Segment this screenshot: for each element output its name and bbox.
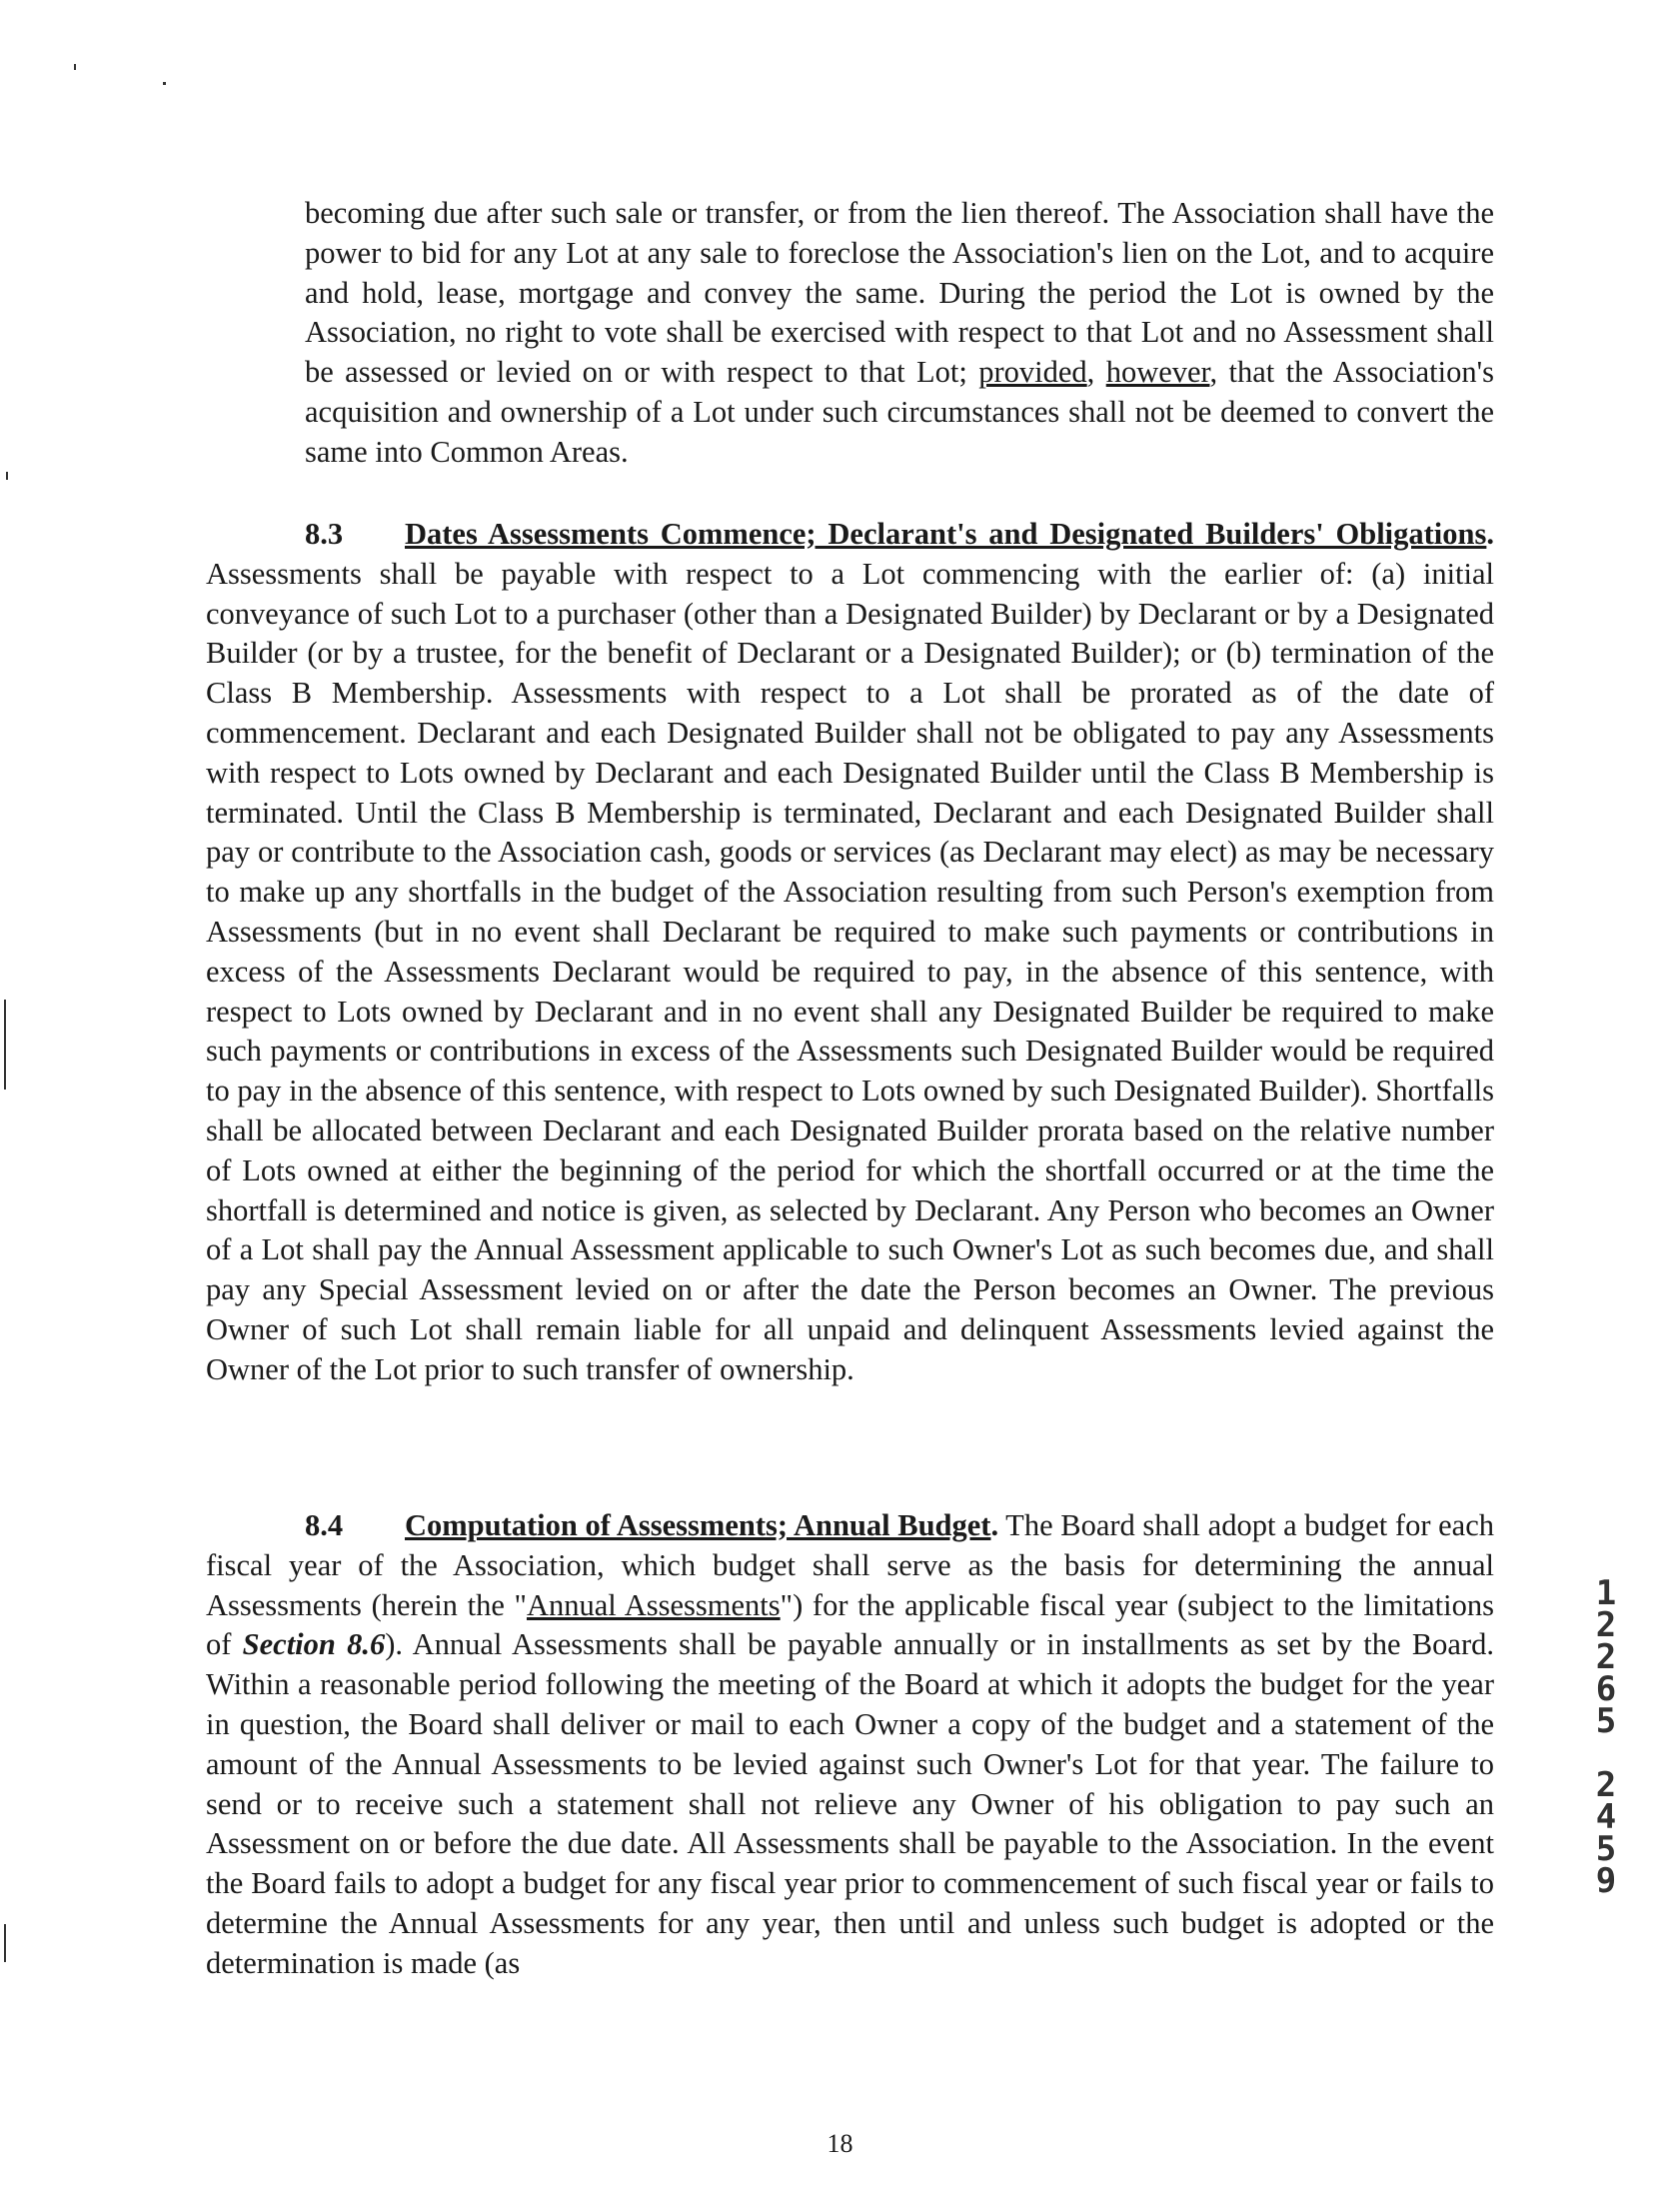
section-number: 8.4 bbox=[305, 1508, 344, 1542]
recording-stamp-part2: 2459 bbox=[1595, 1765, 1617, 1901]
heading-period: . bbox=[1486, 517, 1494, 551]
paragraph-lien-continuation bbox=[305, 194, 1494, 473]
page-number: 18 bbox=[827, 2129, 853, 2158]
section-body-c: ). Annual Assessments shall be payable annually or in installments as set by the Board. Within a reasonable period following the meeting of the Board at which it adopts the budget for the year in question, the Board shall deliver or mail to each Owner a copy of the budget and a statement of the amount of the Annual Assessments to be levied against such Owner's Lot for that year. The failure to send or to receive such a statement shall not relieve any Owner of his obligation to pay such an Assessment on or before the due date. All Assessments shall be payable to the Association. In the event the Board fails to adopt a budget for any fiscal year prior to commencement of such fiscal year or fails to determine the Annual Assessments for any year, then until and unless such budget is adopted or the determination is made (as bbox=[206, 1627, 1494, 1980]
section-heading: Dates Assessments Commence; Declarant's and Designated Builders' Obligations bbox=[405, 517, 1487, 551]
section-number: 8.3 bbox=[305, 517, 344, 551]
section-body: Assessments shall be payable with respect to a Lot commencing with the earlier of: (a) initial conveyance of such Lot to a purchaser (other than a Designated Builder) by Declarant or by a Designated Builder (or by a trustee, for the benefit of Declarant or a Designated Builder); or (b) termination of the Class B Membership. Assessments with respect to a Lot shall be prorated as of the date of commencement. Declarant and each Designated Builder shall not be obligated to pay any Assessments with respect to Lots owned by Declarant and each Designated Builder until the Class B Membership is terminated. Until the Class B Membership is terminated, Declarant and each Designated Builder shall pay or contribute to the Association cash, goods or services (as Declarant may elect) as may be necessary to make up any shortfalls in the budget of the Association resulting from such Person's exemption from Assessments (but in no event shall Declarant be required to make such payments or contributions in excess of the Assessments Declarant would be required to pay, in the absence of this sentence, with respect to Lots owned by Declarant and in no event shall any Designated Builder be required to make such payments or contributions in excess of the Assessments such Designated Builder would be required to pay in the absence of this sentence, with respect to Lots owned by such Designated Builder). Shortfalls shall be allocated between Declarant and each Designated Builder prorata based on the relative number of Lots owned at either the beginning of the period for which the shortfall occurred or at the time the shortfall is determined and notice is given, as selected by Declarant. Any Person who becomes an Owner of a Lot shall pay the Annual Assessment applicable to such Owner's Lot as such becomes due, and shall pay any Special Assessment levied on or after the date the Person becomes an Owner. The previous Owner of such Lot shall remain liable for all unpaid and delinquent Assessments levied against the Owner of the Lot prior to such transfer of ownership. bbox=[206, 556, 1494, 1386]
section-body-a: The Board shall adopt a budget for each fiscal year of the Association, which budget shall serve as the basis for determining the annual Assessments (herein the " bbox=[206, 1508, 1494, 1622]
section-heading: Computation of Assessments; Annual Budget bbox=[405, 1508, 991, 1542]
section-8-3 bbox=[206, 515, 1494, 1390]
scan-mark bbox=[6, 472, 8, 480]
recording-stamp-part1: 12265 bbox=[1595, 1573, 1617, 1741]
p1-separator: , bbox=[1086, 355, 1106, 390]
scan-margin-line bbox=[4, 1924, 6, 1962]
section-8-4 bbox=[206, 1506, 1494, 1984]
p1-text-a: becoming due after such sale or transfer, or from the lien thereof. The Association shall have the power to bid for any Lot at any sale to foreclose the Association's lien on the Lot, and to acquire and hold, lease, mortgage and convey the same. During the period the Lot is owned by the Association, no right to vote shall be exercised with respect to that Lot and no Assessment shall be assessed or levied on or with respect to that Lot; bbox=[305, 196, 1494, 390]
term-provided: provided bbox=[978, 355, 1087, 390]
section-body-b: ") for the applicable fiscal year (subject to the limitations of bbox=[206, 1587, 1494, 1662]
defined-term-annual-assessments: Annual Assessments bbox=[526, 1587, 781, 1622]
scan-dot bbox=[163, 82, 166, 85]
heading-period: . bbox=[990, 1508, 999, 1542]
p1-text-b: , that the Association's acquisition and ownership of a Lot under such circumstances shall not be deemed to convert the same into Common Areas. bbox=[305, 355, 1494, 469]
section-reference: Section 8.6 bbox=[242, 1627, 386, 1662]
scan-dot bbox=[74, 64, 76, 70]
scan-margin-line bbox=[4, 1000, 6, 1090]
term-however: however bbox=[1105, 355, 1210, 390]
